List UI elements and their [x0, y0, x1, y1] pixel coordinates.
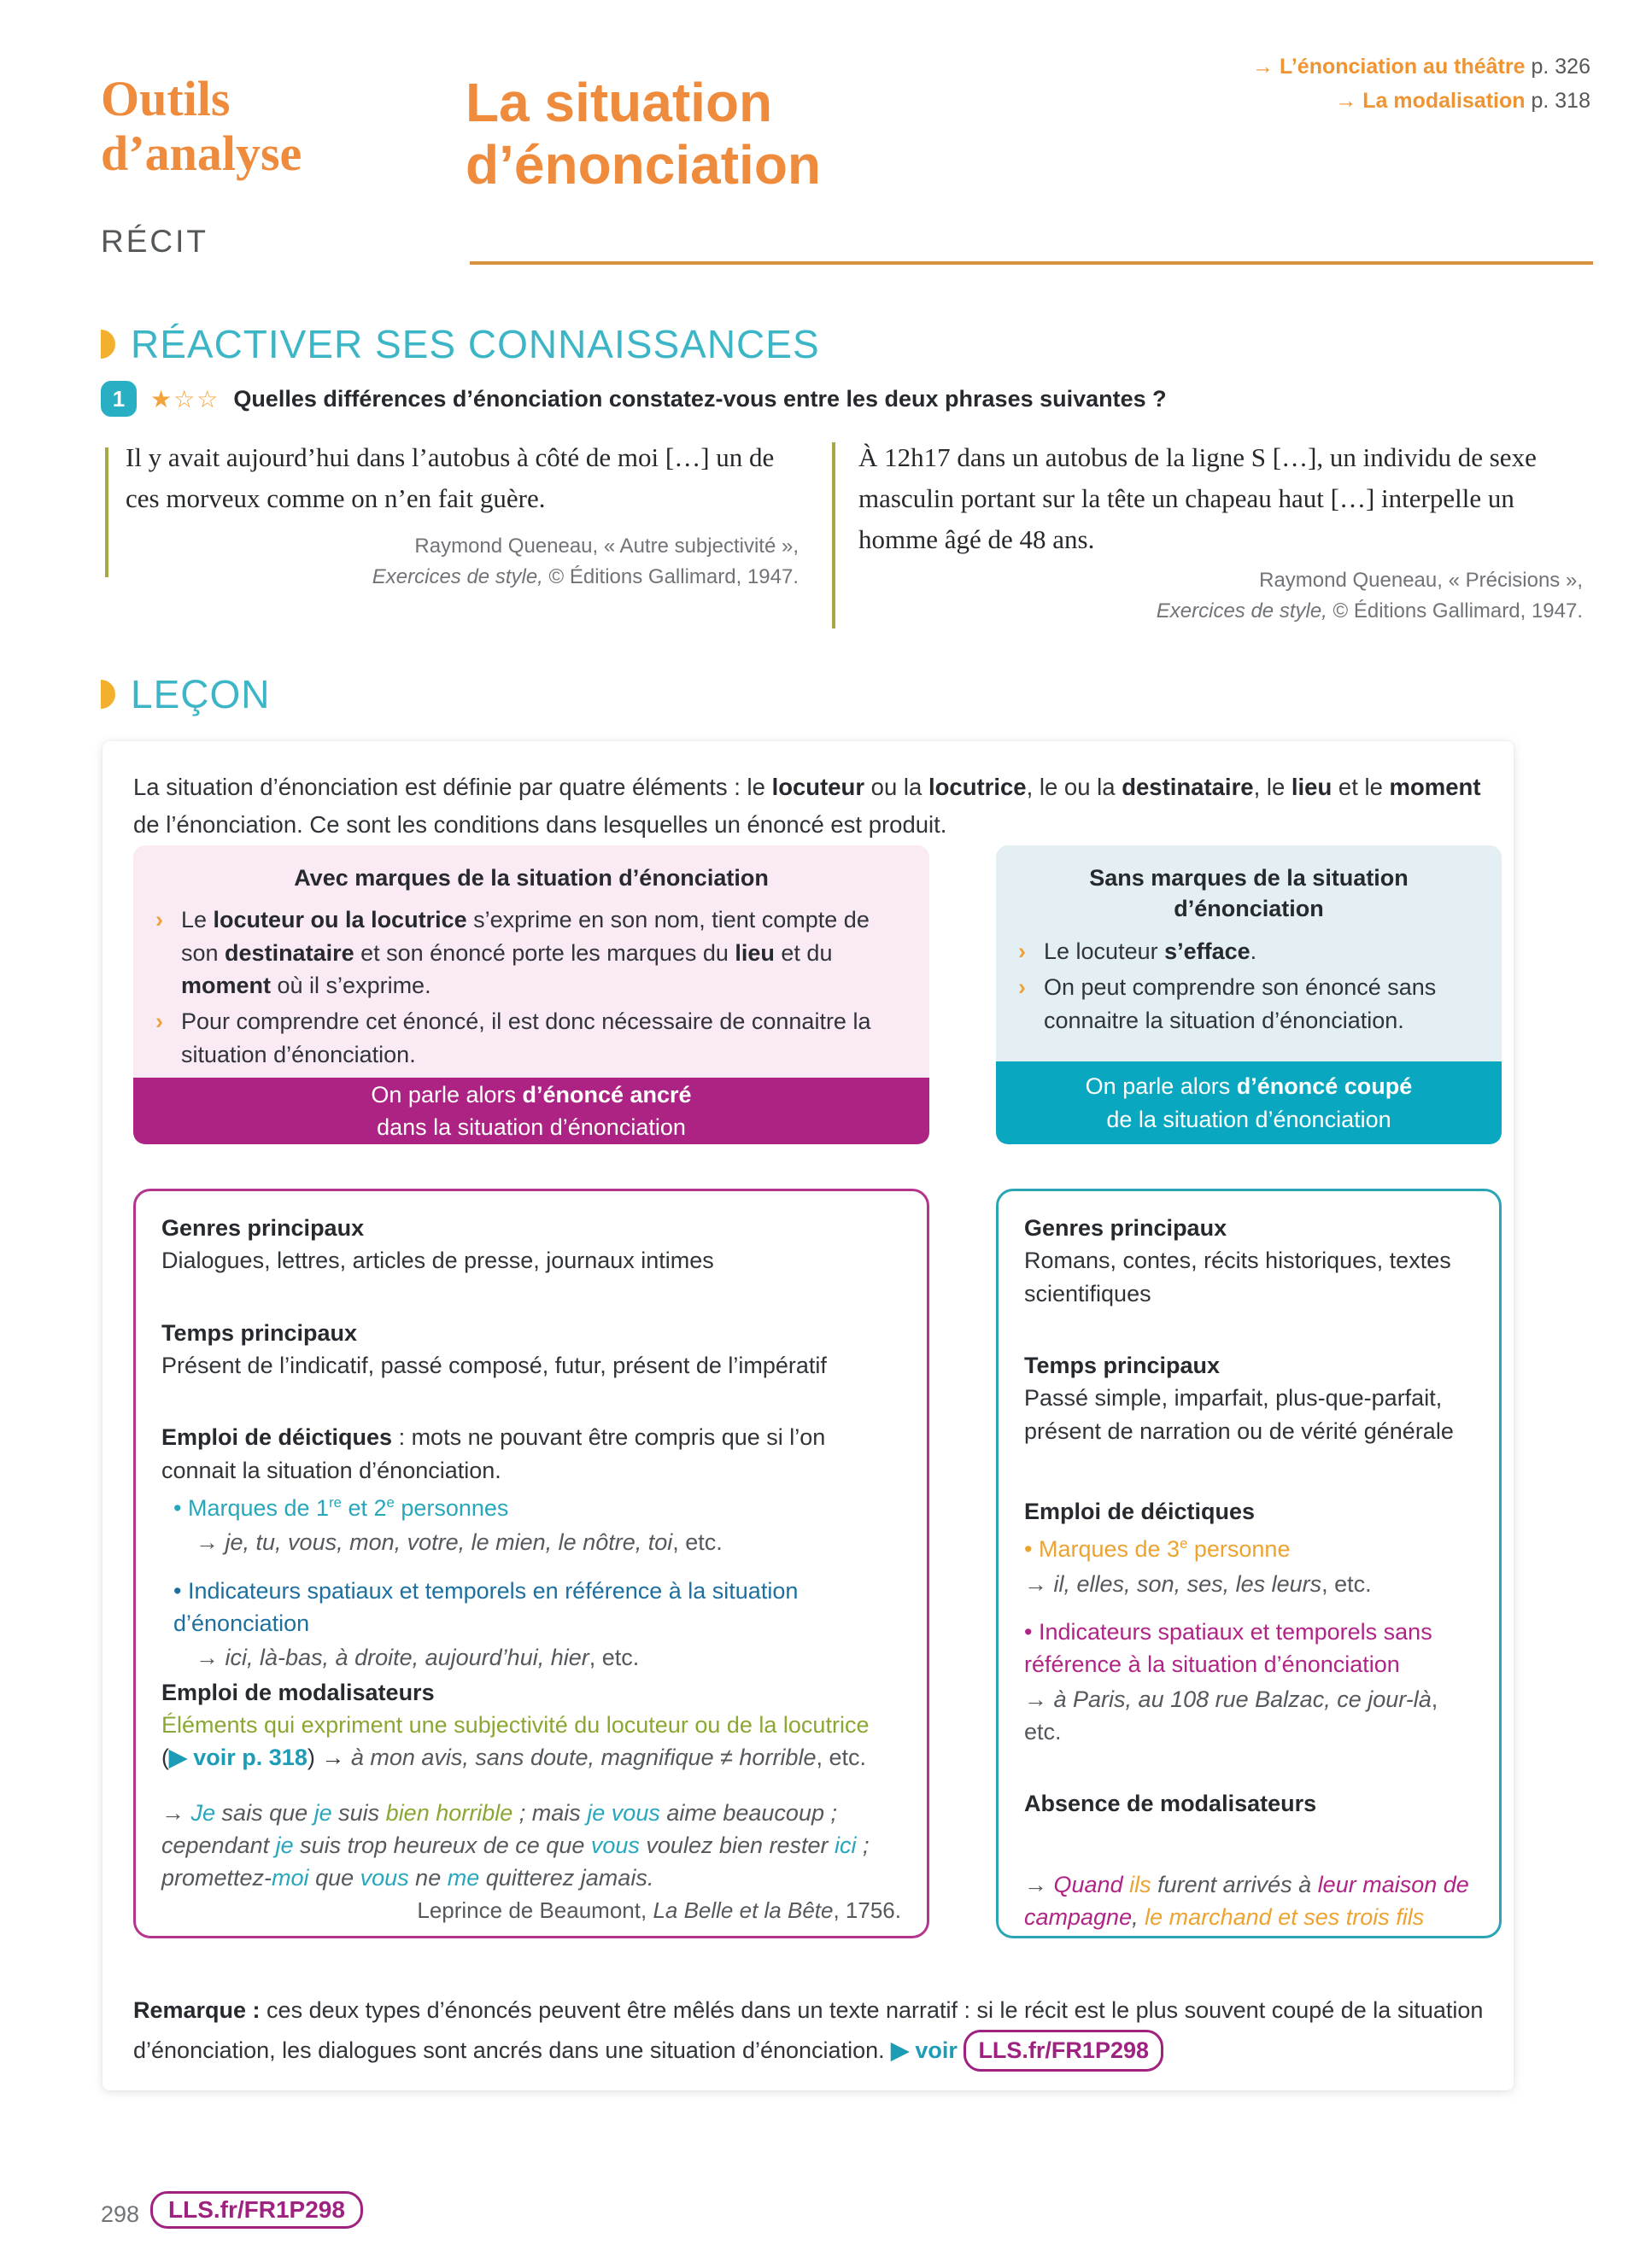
credit-author: Raymond Queneau, « Précisions », [1259, 569, 1583, 592]
text-segment: à Paris, au 108 rue Balzac, ce jour-là [1053, 1686, 1432, 1712]
text-segment: Remarque : [133, 1997, 261, 2023]
text-segment: leur maison de campagne [1024, 1871, 1469, 1930]
deictic-person-label [173, 1492, 901, 1524]
list-item [1018, 935, 1479, 967]
text-segment: personnes [394, 1494, 509, 1521]
deictics-sublist [161, 1492, 901, 1675]
text-segment: je [313, 1799, 332, 1826]
modal-heading: Absence de modalisateurs [1024, 1791, 1317, 1817]
text-segment: re [329, 1493, 342, 1511]
text-segment: le marchand et ses trois fils [1145, 1903, 1425, 1930]
with-marks-list [155, 903, 907, 1071]
chevron-bullet-icon: › [155, 907, 163, 933]
text-segment: et son énoncé porte les marques du [354, 939, 735, 966]
deictic-person-example [173, 1526, 901, 1558]
text-segment: locuteur [771, 774, 865, 800]
lesson-intro [133, 769, 1485, 844]
quote-left-rule [105, 447, 108, 577]
text-segment: moi [272, 1865, 309, 1891]
text-segment: furent arrivés à [1151, 1871, 1318, 1897]
see-page-318-link[interactable]: ▶ voir p. 318 [169, 1745, 308, 1771]
quote-divider-rule [832, 442, 835, 628]
text-segment: : mots ne pouvant être compris que si l’on connait la situation d’énonciation. [161, 1424, 826, 1483]
text-segment: On parle alors [371, 1081, 523, 1108]
text-segment: que [308, 1865, 360, 1891]
text-segment: Leprince de Beaumont, [417, 1897, 653, 1923]
modal-description: Éléments qui expriment une subjectivité du locuteur ou de la locutrice [161, 1711, 870, 1738]
text-segment: On peut comprendre son énoncé sans connaitre la situation d’énonciation. [1044, 974, 1437, 1033]
chevron-bullet-icon: › [1018, 938, 1026, 964]
text-segment: • Marques de 3 [1024, 1536, 1180, 1563]
section-title: LEÇON [131, 672, 271, 716]
text-segment: ) → [307, 1745, 351, 1771]
deictics-heading: Emploi de déictiques [1024, 1498, 1256, 1524]
title-line2: d’énonciation [1174, 896, 1324, 922]
text-segment: ici [835, 1832, 857, 1858]
list-item-text [1044, 974, 1436, 1032]
section-bullet-icon [101, 680, 115, 709]
text-segment: de l’énonciation. Ce sont les conditions dans lesquelles un énoncé est produit. [133, 811, 947, 838]
text-segment: Exercices de style, [372, 565, 543, 588]
modal-examples [308, 1745, 866, 1770]
exercise-number-badge: 1 [101, 381, 137, 417]
text-segment: • Indicateurs spatiaux et temporels en référence à la situation d’énonciation [173, 1577, 799, 1636]
text-segment: où il s’exprime. [271, 973, 431, 999]
with-marks-box [133, 845, 929, 1144]
lesson-remark [133, 1992, 1485, 2072]
text-segment: La situation d’énonciation est définie par quatre éléments : le [133, 774, 772, 800]
text-segment: suis [331, 1799, 386, 1826]
text-segment: quitterez jamais. [479, 1865, 654, 1891]
text-segment: , etc. [816, 1745, 866, 1771]
deictic-person-example [1024, 1568, 1473, 1600]
text-segment: ne [408, 1865, 448, 1891]
xref-enonciation-theatre[interactable] [1252, 50, 1590, 84]
see-link[interactable]: ▶ voir [891, 2037, 958, 2063]
tenses-heading: Temps principaux [161, 1319, 358, 1346]
text-segment: lieu [735, 939, 775, 966]
text-segment: , etc. [589, 1645, 640, 1671]
credit-source [126, 562, 799, 593]
anchored-band [133, 1078, 929, 1144]
text-segment: d’énoncé ancré [522, 1081, 692, 1108]
deictic-person-label [1024, 1533, 1473, 1565]
anchored-detail-box [133, 1189, 929, 1938]
text-segment: ; mais [512, 1799, 588, 1826]
title-line1: Sans marques de la situation [1089, 865, 1409, 891]
text-segment: . [1250, 938, 1257, 964]
arrow-right-icon: → [1252, 55, 1274, 79]
text-segment: , le [1253, 774, 1292, 800]
text-segment: je vous [587, 1799, 660, 1826]
cut-example-text [1024, 1868, 1473, 1938]
credit-source [858, 596, 1583, 627]
text-segment: je, tu, vous, mon, votre, le mien, le nôtre, toi [225, 1529, 673, 1556]
page-title-line1: La situation [466, 72, 773, 133]
genres-body: Romans, contes, récits historiques, textes scientifiques [1024, 1248, 1451, 1306]
text-segment: aime beaucoup ; cependant [161, 1799, 837, 1858]
modal-reference-line [161, 1741, 901, 1774]
without-marks-title [1018, 862, 1479, 925]
text-segment: , [1132, 1903, 1145, 1930]
text-segment: je [275, 1832, 294, 1858]
list-item [155, 1005, 907, 1071]
text-segment: et du [774, 939, 833, 966]
text-segment: Quand [1053, 1871, 1123, 1897]
tenses-body: Passé simple, imparfait, plus-que-parfait, présent de narration ou de vérité générale [1024, 1385, 1454, 1444]
text-segment: voulez bien rester [639, 1832, 835, 1858]
with-marks-title: Avec marques de la situation d’énonciation [294, 865, 769, 891]
text-segment: lieu [1291, 774, 1332, 800]
collection-tag: RÉCIT [101, 224, 208, 259]
xref-page: p. 318 [1531, 89, 1590, 113]
cut-band [996, 1061, 1502, 1144]
credit-author: Raymond Queneau, « Autre subjectivité », [414, 535, 799, 558]
text-segment: ces deux types d’énoncés peuvent être mêlés dans un texte narratif : si le récit est le plus souvent coupé de la situation d’énonciation, les dialogues sont ancrés dans une situation d’énonciation. [133, 1997, 1484, 2063]
text-segment: locutrice [928, 774, 1027, 800]
text-segment: suis trop heureux de ce que [293, 1832, 591, 1858]
text-segment: On parle alors [1085, 1073, 1237, 1100]
chevron-bullet-icon: › [1018, 974, 1026, 1001]
title-underline [470, 261, 1593, 265]
without-marks-box [996, 845, 1502, 1144]
band-line1 [996, 1070, 1502, 1102]
deictics-paragraph [161, 1421, 901, 1487]
genres-heading: Genres principaux [1024, 1215, 1227, 1241]
cross-references [1252, 50, 1590, 118]
text-segment: ou la [864, 774, 928, 800]
text-segment: → [196, 1645, 226, 1671]
xref-label: La modalisation [1362, 89, 1526, 113]
collection-title-line1: Outils [101, 71, 231, 126]
text-segment: , 1756. [833, 1897, 901, 1923]
text-segment: vous [360, 1865, 409, 1891]
band-line2: de la situation d’énonciation [1106, 1106, 1391, 1132]
exercise-question: Quelles différences d’énonciation constatez-vous entre les deux phrases suivantes ? [233, 385, 1167, 412]
lls-link-pill[interactable]: LLS.fr/FR1P298 [964, 2030, 1163, 2072]
band-line2: dans la situation d’énonciation [377, 1114, 686, 1141]
modal-heading: Emploi de modalisateurs [161, 1679, 435, 1705]
remark-text [133, 1997, 1483, 2063]
text-segment: d’énoncé coupé [1236, 1073, 1413, 1100]
quote-left-credit [126, 531, 799, 593]
anchored-example-credit [161, 1895, 901, 1926]
text-segment: me [447, 1865, 480, 1891]
with-marks-content [133, 845, 929, 1078]
text-segment: Je [190, 1799, 216, 1826]
text-segment: bien horrible [385, 1799, 513, 1826]
text-segment: Le locuteur [1044, 938, 1165, 964]
text-segment: , etc. [672, 1529, 723, 1556]
text-segment: , etc. [1321, 1570, 1372, 1597]
quote-right-text: À 12h17 dans un autobus de la ligne S […], un individu de sexe masculin portant sur la tête un chapeau haut […] interpelle un homme âgé de 48 ans. [858, 442, 1537, 555]
genres-heading: Genres principaux [161, 1215, 365, 1241]
page-number: 298 [101, 2201, 140, 2227]
text-segment: personne [1187, 1536, 1291, 1563]
list-item [155, 903, 907, 1002]
collection-title [101, 72, 302, 181]
text-segment: Le [181, 907, 214, 933]
text-segment: Exercices de style, [1156, 599, 1327, 623]
section-lesson-header [101, 671, 270, 717]
text-segment [1123, 1872, 1130, 1897]
quote-left-text: Il y avait aujourd’hui dans l’autobus à côté de moi […] un de ces morveux comme on n’en fait guère. [126, 442, 775, 514]
chevron-bullet-icon: › [155, 1008, 163, 1035]
deictic-spatial-label [173, 1575, 901, 1640]
exercise-1 [101, 381, 1167, 417]
text-segment: destinataire [225, 939, 354, 966]
text-segment: locuteur ou la locutrice [213, 907, 467, 933]
text-segment: ici, là-bas, à droite, aujourd’hui, hier [225, 1645, 589, 1671]
list-item-text [181, 907, 870, 998]
paren-open: ( [161, 1745, 169, 1771]
band-line1 [133, 1078, 929, 1111]
text-segment: La Belle et la Bête [653, 1897, 834, 1923]
text-segment: vous [590, 1832, 640, 1858]
list-item-text [1044, 938, 1256, 964]
text-segment: → [1024, 1570, 1054, 1597]
text-segment: , etc. [1024, 1686, 1438, 1745]
without-marks-list [1018, 935, 1479, 1037]
text-segment [1024, 1937, 1350, 1938]
text-segment: © Éditions Gallimard, 1947. [1327, 599, 1583, 623]
text-segment: • Indicateurs spatiaux et temporels sans référence à la situation d’énonciation [1024, 1618, 1432, 1678]
quote-right-credit [858, 565, 1583, 627]
text-segment: → [196, 1529, 226, 1556]
text-segment: e [386, 1493, 395, 1511]
page-title [466, 72, 821, 196]
arrow-right-icon: → [1335, 89, 1357, 113]
page-title-line2: d’énonciation [466, 133, 821, 196]
section-title: RÉACTIVER SES CONNAISSANCES [131, 322, 820, 366]
text-segment: il, elles, son, ses, les leurs [1053, 1570, 1322, 1597]
genres-body: Dialogues, lettres, articles de presse, journaux intimes [161, 1248, 714, 1274]
difficulty-stars: ★☆☆ [150, 385, 220, 412]
text-segment: à mon avis, sans doute, magnifique ≠ horrible [350, 1745, 817, 1771]
deictics-sublist [1024, 1533, 1473, 1748]
xref-modalisation[interactable] [1252, 84, 1590, 118]
text-segment: , le ou la [1026, 774, 1122, 800]
text-segment: s’exprime en son nom, tient compte de son [181, 907, 870, 966]
xref-label: L’énonciation au théâtre [1279, 55, 1526, 79]
text-segment: • Marques de 1 [173, 1494, 330, 1521]
section-reactivate-header [101, 321, 820, 367]
lesson-card [102, 741, 1514, 2090]
text-segment: © Éditions Gallimard, 1947. [542, 565, 799, 588]
section-bullet-icon [101, 330, 115, 359]
deictic-spatial-label [1024, 1616, 1473, 1681]
text-segment: moment [1389, 774, 1481, 800]
text-segment: et 2 [341, 1494, 387, 1521]
tenses-body: Présent de l’indicatif, passé composé, futur, présent de l’impératif [161, 1352, 827, 1378]
text-segment: Emploi de déictiques [161, 1424, 393, 1451]
footer-lls-link-pill[interactable]: LLS.fr/FR1P298 [150, 2191, 363, 2229]
anchored-example-text [161, 1797, 901, 1895]
deictic-spatial-example [173, 1641, 901, 1674]
text-segment: Pour comprendre cet énoncé, il est donc nécessaire de connaitre la situation d’énonciation. [181, 1008, 871, 1067]
cut-detail-box [996, 1189, 1502, 1938]
text-segment: → [1024, 1686, 1054, 1712]
deictic-spatial-example [1024, 1683, 1473, 1749]
text-segment: e [1180, 1535, 1188, 1552]
list-item-text [181, 1008, 870, 1067]
text-segment: destinataire [1122, 774, 1254, 800]
xref-page: p. 326 [1531, 55, 1590, 79]
text-segment: et le [1332, 774, 1390, 800]
text-segment: s’efface [1164, 938, 1250, 964]
text-segment: sais que [215, 1799, 314, 1826]
text-segment: → [161, 1799, 191, 1826]
text-segment: → [1024, 1871, 1054, 1897]
collection-title-line2: d’analyse [101, 125, 302, 181]
without-marks-content [996, 845, 1502, 1061]
tenses-heading: Temps principaux [1024, 1352, 1221, 1378]
text-segment: ils [1129, 1871, 1151, 1897]
text-segment: ; promettez- [161, 1832, 870, 1891]
text-segment: moment [181, 973, 272, 999]
list-item [1018, 971, 1479, 1037]
